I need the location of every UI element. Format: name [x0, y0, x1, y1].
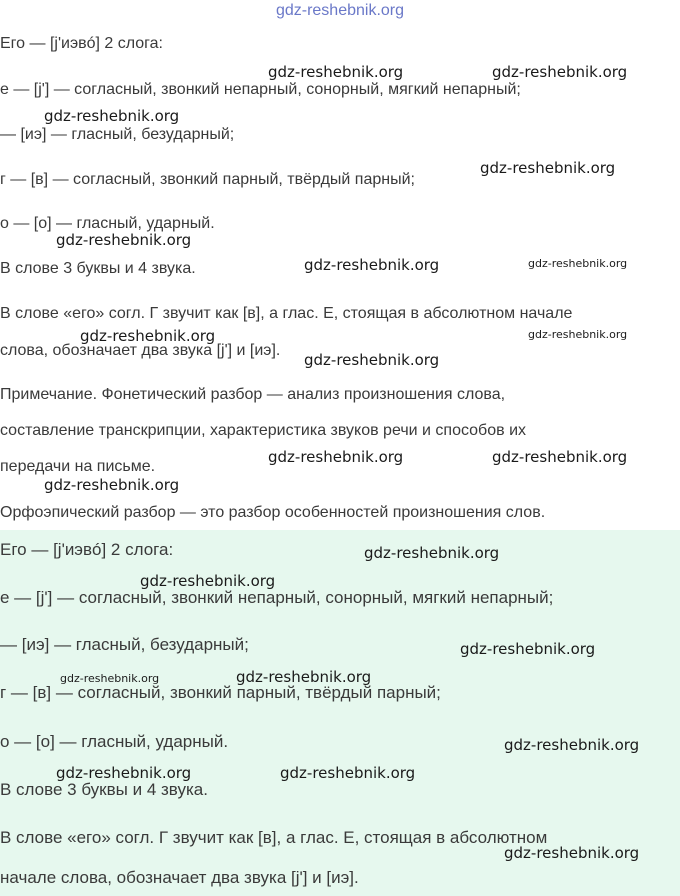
text-line: г — [в] — согласный, звонкий парный, твёрдый парный; — [0, 171, 415, 188]
watermark: gdz-reshebnik.org — [528, 328, 628, 341]
site-header: gdz-reshebnik.org — [275, 2, 405, 19]
watermark: gdz-reshebnik.org — [304, 256, 440, 274]
watermark: gdz-reshebnik.org — [492, 448, 628, 466]
text-line: Его — [j'иэвó] 2 слога: — [0, 35, 163, 52]
text-line: — [иэ] — гласный, безударный; — [0, 635, 249, 654]
watermark: gdz-reshebnik.org — [56, 231, 192, 249]
text-line: начале слова, обозначает два звука [j'] и [иэ]. — [0, 868, 359, 887]
watermark: gdz-reshebnik.org — [280, 764, 416, 782]
text-line: В слове «его» согл. Г звучит как [в], а глас. Е, стоящая в абсолютном — [0, 828, 548, 847]
watermark: gdz-reshebnik.org — [60, 672, 160, 685]
watermark: gdz-reshebnik.org — [268, 448, 404, 466]
watermark: gdz-reshebnik.org — [236, 668, 372, 686]
text-line: о — [о] — гласный, ударный. — [0, 215, 215, 232]
watermark: gdz-reshebnik.org — [56, 764, 192, 782]
watermark: gdz-reshebnik.org — [44, 107, 180, 125]
watermark: gdz-reshebnik.org — [492, 63, 628, 81]
text-line: Орфоэпический разбор — это разбор особенностей произношения слов. — [0, 504, 546, 521]
watermark: gdz-reshebnik.org — [364, 544, 500, 562]
watermark: gdz-reshebnik.org — [504, 736, 640, 754]
watermark: gdz-reshebnik.org — [44, 476, 180, 494]
watermark: gdz-reshebnik.org — [304, 351, 440, 369]
text-line: составление транскрипции, характеристика звуков речи и способов их — [0, 422, 526, 439]
watermark: gdz-reshebnik.org — [140, 572, 276, 590]
text-line: слова, обозначает два звука [j'] и [иэ]. — [0, 342, 281, 359]
watermark: gdz-reshebnik.org — [480, 159, 616, 177]
text-line: Примечание. Фонетический разбор — анализ произношения слова, — [0, 386, 506, 403]
text-line: передачи на письме. — [0, 458, 156, 475]
watermark: gdz-reshebnik.org — [504, 844, 640, 862]
text-line: В слове 3 буквы и 4 звука. — [0, 260, 196, 277]
text-line: е — [j'] — согласный, звонкий непарный, сонорный, мягкий непарный; — [0, 81, 521, 98]
watermark: gdz-reshebnik.org — [460, 640, 596, 658]
watermark: gdz-reshebnik.org — [80, 327, 216, 345]
text-line: г — [в] — согласный, звонкий парный, твёрдый парный; — [0, 683, 441, 702]
text-line: В слове 3 буквы и 4 звука. — [0, 780, 208, 799]
text-line: Его — [j'иэвó] 2 слога: — [0, 540, 174, 559]
answer-block — [0, 530, 680, 896]
text-line: е — [j'] — согласный, звонкий непарный, сонорный, мягкий непарный; — [0, 588, 554, 607]
text-line: — [иэ] — гласный, безударный; — [0, 126, 235, 143]
watermark: gdz-reshebnik.org — [268, 63, 404, 81]
text-line: о — [о] — гласный, ударный. — [0, 732, 229, 751]
text-line: В слове «его» согл. Г звучит как [в], а глас. Е, стоящая в абсолютном начале — [0, 305, 573, 322]
watermark: gdz-reshebnik.org — [528, 257, 628, 270]
